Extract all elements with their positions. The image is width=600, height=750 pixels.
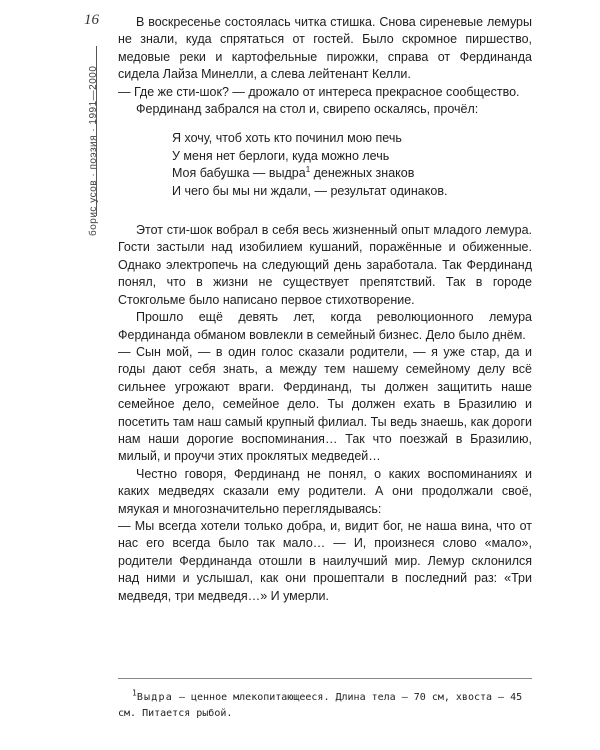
paragraph: Честно говоря, Фердинанд не понял, о каких воспоминаниях и каких медведях сказали ему родители. А они продолжали своё, мяукая и многозначительно переглядываясь:: [118, 466, 532, 516]
footnote-text: — ценное млекопитающееся. Длина тела — 70 см, хвоста — 45 см. Питается рыбой.: [118, 692, 523, 719]
poem-line-part: денежных знаков: [310, 166, 415, 181]
footnote-number: 1: [132, 688, 137, 698]
body-text: [118, 14, 532, 605]
paragraph: — Мы всегда хотели только добра, и, видит бог, не наша вина, что от нас его всегда было так мало… — И, произнеся слово «мало», родители Фердинанда отошли в наилучший мир. Лемур склонился над ними и услышал, как они прошептали в последний раз: «Три медведя, три медведя…» И умерли.: [118, 518, 532, 603]
poem: [172, 130, 532, 200]
paragraph: Фердинанд забрался на стол и, свирепо оскалясь, прочёл:: [136, 102, 479, 117]
footnote-term: Выдра: [136, 692, 173, 703]
footnote-divider: [118, 678, 532, 679]
poem-line-part: Моя бабушка — выдра: [172, 166, 306, 181]
paragraph: Прошло ещё девять лет, когда революционного лемура Фердинанда обманом вовлекли в семейный бизнес. Дело было днём.: [118, 310, 532, 342]
page-number: 16: [84, 12, 99, 28]
poem-line: И чего бы мы ни ждали, — результат одинаков.: [172, 183, 448, 198]
poem-line: Я хочу, чтоб хоть кто починил мою печь: [172, 131, 402, 146]
running-head: борис усов · поэзия · 1991—2000: [88, 65, 99, 236]
footnote-marker[interactable]: 1: [305, 165, 311, 175]
paragraph: В воскресенье состоялась читка стишка. Снова сиреневые лемуры не знали, куда спрятаться от гостей. Было скромное пиршество, медовые реки и картофельные пирожки, справа от Фердинанда сидела Лайза Минелли, а слева лейтенант Келли.: [118, 15, 532, 82]
paragraph: — Где же сти-шок? — дрожало от интереса прекрасное сообщество.: [118, 84, 520, 99]
poem-line: У меня нет берлоги, куда можно лечь: [172, 148, 390, 163]
paragraph: Этот сти-шок вобрал в себя весь жизненный опыт младого лемура. Гости застыли над изобилием кушаний, поражённые и обиженные. Однако электропечь на следующий день заработала. Так Фердинанд понял, что в жизни не существует препятствий. Так в городе Стокгольме было написано первое стихотворение.: [118, 223, 532, 307]
paragraph: — Сын мой, — в один голос сказали родители, — я уже стар, да и годы дают себя знать, а между тем нашему семейному делу всё сильнее угрожают враги. Фердинанд, ты должен защитить наше семейное дело, семейное дело. Ты должен ехать в Бразилию и посетить там наш самый крупный филиал. Ты ведь знаешь, как дороги нам наши дорогие воспоминания… Так что поезжай в Бразилию, милый, и проучи этих проклятых медведей…: [118, 344, 532, 464]
poem-line: [172, 165, 532, 182]
footnote: [118, 690, 532, 722]
